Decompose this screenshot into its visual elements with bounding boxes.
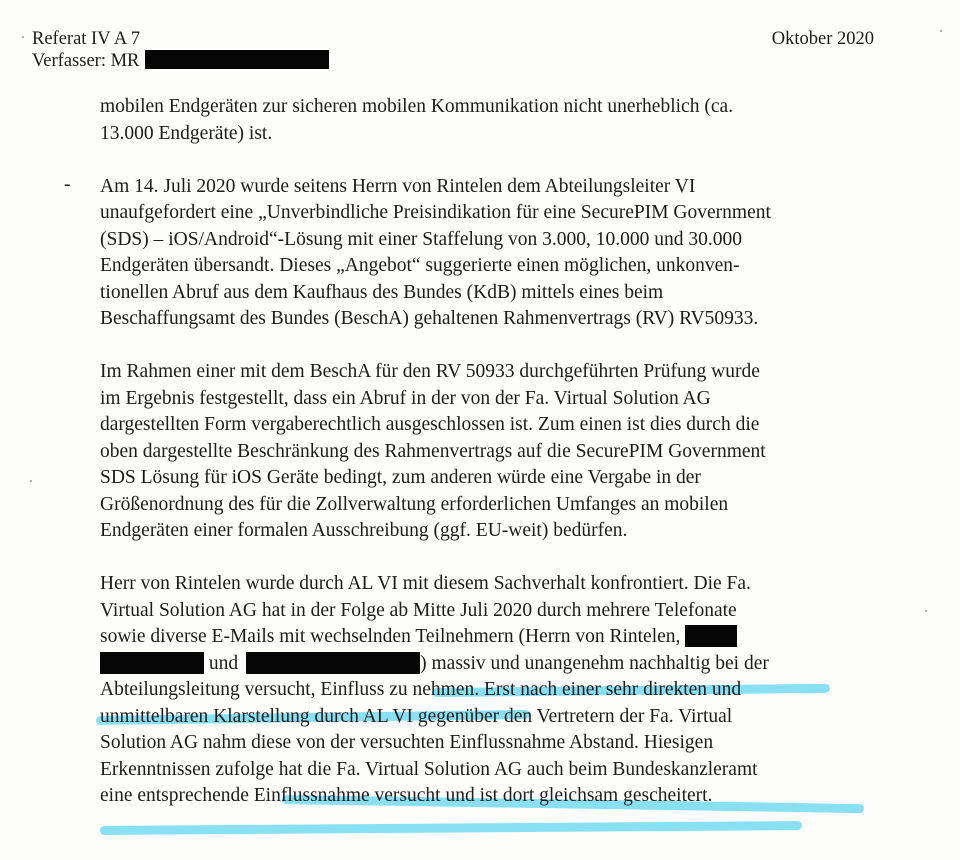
text-line: Am 14. Juli 2020 wurde seitens Herrn von Rintelen dem Abteilungsleiter VI	[100, 175, 696, 197]
text-line: 13.000 Endgeräte) ist.	[100, 122, 273, 144]
text-line: mobilen Endgeräten zur sicheren mobilen Kommunikation nicht unerheblich (ca.	[100, 96, 734, 117]
text-line: Beschaffungsamt des Bundes (BeschA) gehaltenen Rahmenvertrags (RV) RV50933.	[100, 308, 759, 329]
redacted-name	[100, 652, 204, 674]
text-line: oben dargestellte Beschränkung des Rahmenvertrags auf die SecurePIM Government	[100, 440, 766, 462]
redacted-name	[685, 625, 737, 647]
department-label: Referat IV A 7	[32, 29, 141, 49]
text-line: unmittelbaren Klarstellung durch AL VI gegenüber den Vertretern der Fa. Virtual	[100, 705, 733, 727]
highlight-mark	[100, 821, 802, 835]
text-line	[100, 651, 880, 678]
header-left	[32, 28, 329, 72]
text-line: (SDS) – iOS/Android“-Lösung mit einer Staffelung von 3.000, 10.000 und 30.000	[100, 228, 743, 250]
text-line: tionellen Abruf aus dem Kaufhaus des Bundes (KdB) mittels eines beim	[100, 281, 664, 303]
text-line: Herr von Rintelen wurde durch AL VI mit diesem Sachverhalt konfrontiert. Die Fa.	[100, 573, 751, 594]
text-line: Abteilungsleitung versucht, Einfluss zu nehmen. Erst nach einer sehr direkten und	[100, 679, 742, 700]
text-line	[100, 624, 880, 651]
text-line: Erkenntnissen zufolge hat die Fa. Virtual Solution AG auch beim Bundeskanzleramt	[100, 758, 758, 780]
text-line: eine entsprechende Einflussnahme versucht und ist dort gleichsam gescheitert.	[100, 785, 713, 806]
text-fragment: und	[208, 652, 239, 674]
document-body	[64, 94, 880, 810]
header-date: Oktober 2020	[771, 29, 874, 49]
text-line: SDS Lösung für iOS Geräte bedingt, zum anderen würde eine Vergabe in der	[100, 467, 701, 488]
text-line: unaufgefordert eine „Unverbindliche Preisindikation für eine SecurePIM Government	[100, 202, 771, 223]
bullet-paragraph	[64, 173, 880, 333]
text-fragment: sowie diverse E-Mails mit wechselnden Teilnehmern (Herrn von Rintelen,	[100, 626, 681, 647]
author-label: Verfasser: MR	[32, 51, 140, 71]
paragraph-influence	[100, 571, 880, 810]
text-line: Endgeräten einer formalen Ausschreibung (ggf. EU-weit) bedürfen.	[100, 520, 628, 541]
text-line: Größenordnung des für die Zollverwaltung erforderlichen Umfanges an mobilen	[100, 493, 729, 515]
text-line: im Ergebnis festgestellt, dass ein Abruf in der von der Fa. Virtual Solution AG	[100, 387, 711, 409]
paragraph-review	[100, 359, 880, 545]
author-line	[32, 50, 329, 72]
text-line: Im Rahmen einer mit dem BeschA für den RV 50933 durchgeführten Prüfung wurde	[100, 361, 760, 382]
text-line: Virtual Solution AG hat in der Folge ab Mitte Juli 2020 durch mehrere Telefonate	[100, 599, 737, 621]
bullet-marker: -	[64, 173, 71, 195]
redacted-name	[246, 652, 420, 674]
text-line: Endgeräten übersandt. Dieses „Angebot“ suggerierte einen möglichen, unkonven-	[100, 255, 740, 276]
text-line: Solution AG nahm diese von der versuchten Einflussnahme Abstand. Hiesigen	[100, 732, 714, 753]
text-fragment: ) massiv und unangenehm nachhaltig bei der	[420, 652, 769, 674]
text-line: dargestellten Form vergaberechtlich ausgeschlossen ist. Zum einen ist dies durch die	[100, 414, 760, 435]
redacted-author	[145, 50, 329, 69]
